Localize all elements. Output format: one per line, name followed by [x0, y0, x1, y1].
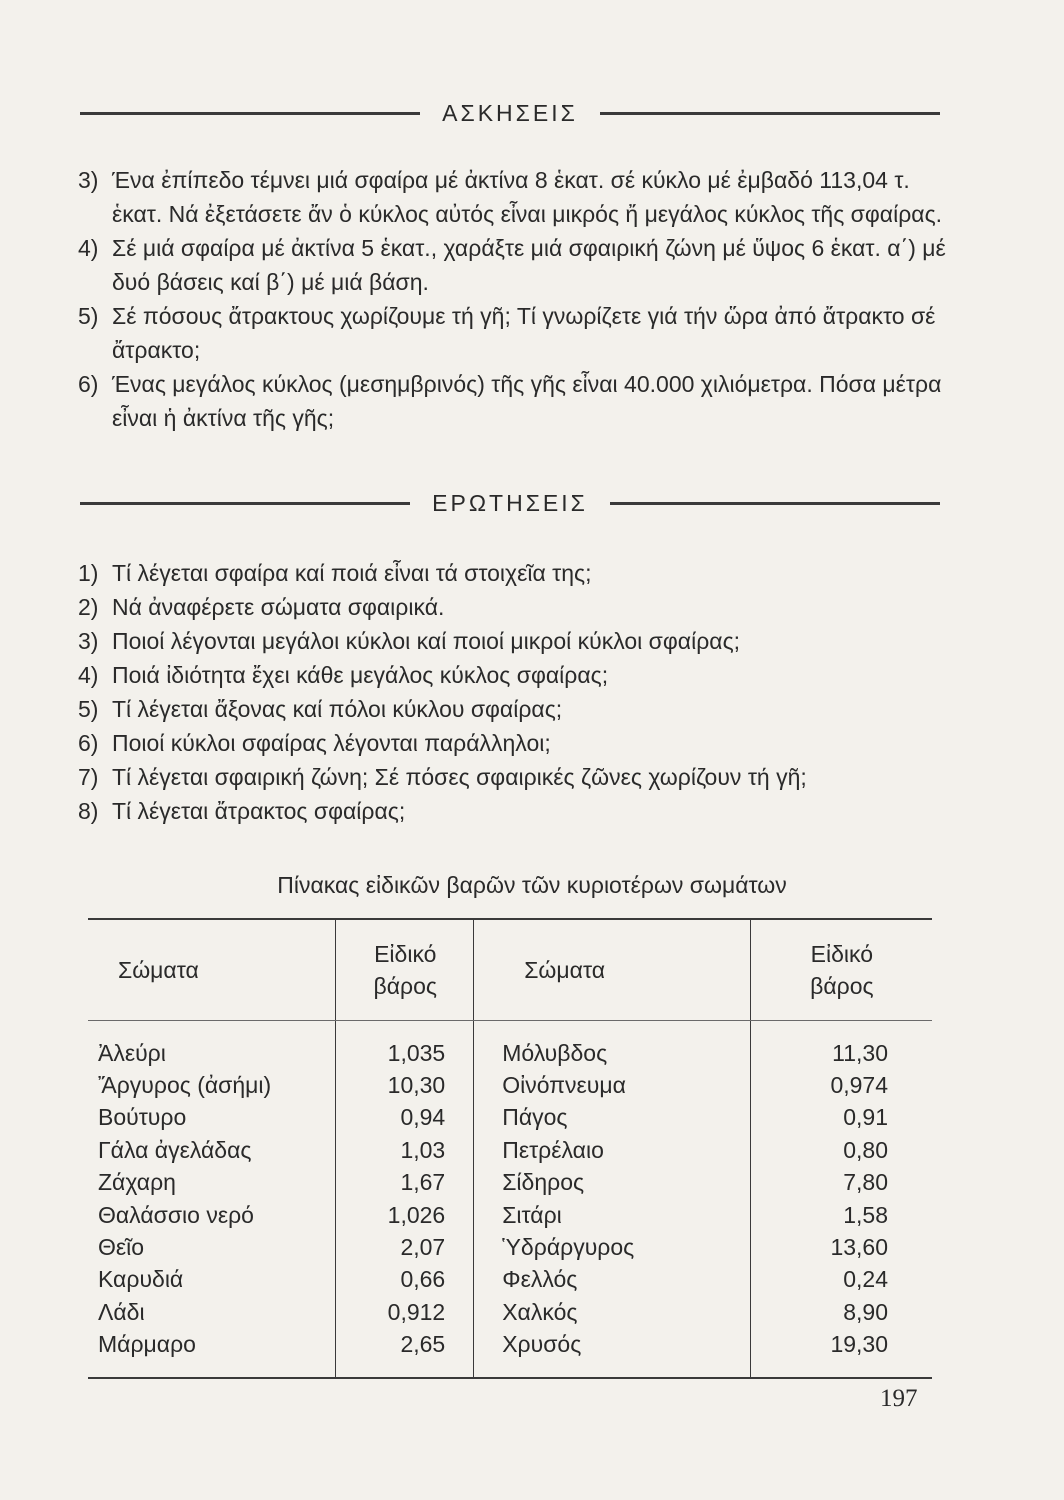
item-text: Τί λέγεται ἄξονας καί πόλοι κύκλου σφαίρας;	[112, 696, 563, 722]
item-text: Ποιά ἰδιότητα ἔχει κάθε μεγάλος κύκλος σφαίρας;	[112, 662, 609, 688]
exercise-item	[78, 231, 958, 299]
table-caption: Πίνακας εἰδικῶν βαρῶν τῶν κυριοτέρων σωμάτων	[277, 872, 787, 898]
body-name-left: Βούτυρο	[88, 1102, 336, 1134]
body-name-right: Φελλός	[474, 1264, 751, 1296]
question-item	[78, 760, 958, 794]
question-item	[78, 590, 958, 624]
heading-rule-right	[600, 112, 940, 115]
item-number: 4)	[78, 662, 99, 688]
item-text: Ένας μεγάλος κύκλος (μεσημβρινός) τῆς γῆς εἶναι 40.000 χιλιόμετρα. Πόσα μέτρα εἶναι ἡ ἀκτίνα τῆς γῆς;	[112, 371, 942, 431]
item-number: 3)	[78, 167, 99, 193]
specific-weights-table	[88, 918, 932, 1379]
body-name-left: Μάρμαρο	[88, 1329, 336, 1378]
table-row	[88, 1296, 932, 1328]
body-name-left: Θαλάσσιο νερό	[88, 1199, 336, 1231]
question-item	[78, 726, 958, 760]
heading-rule-left	[80, 502, 410, 505]
body-weight-left: 0,66	[336, 1264, 474, 1296]
table-header-row	[88, 919, 932, 1021]
exercise-item	[78, 367, 958, 435]
page-number: 197	[880, 1385, 918, 1412]
question-item	[78, 556, 958, 590]
item-text: Τί λέγεται ἄτρακτος σφαίρας;	[112, 798, 406, 824]
question-item	[78, 794, 958, 828]
body-name-left: Λάδι	[88, 1296, 336, 1328]
item-text: Σέ πόσους ἄτρακτους χωρίζουμε τή γῆ; Τί γνωρίζετε γιά τήν ὥρα ἀπό ἄτρακτο σέ ἄτρακτο;	[112, 303, 936, 363]
heading-rule-left	[80, 112, 420, 115]
body-name-left: Καρυδιά	[88, 1264, 336, 1296]
item-text: Νά ἀναφέρετε σώματα σφαιρικά.	[112, 594, 445, 620]
body-weight-left: 2,65	[336, 1329, 474, 1378]
table-row	[88, 1167, 932, 1199]
item-number: 8)	[78, 798, 99, 824]
body-weight-right: 8,90	[843, 1298, 888, 1325]
item-number: 2)	[78, 594, 99, 620]
exercises-list	[78, 163, 958, 435]
exercises-title: ΑΣΚΗΣΕΙΣ	[442, 100, 578, 126]
header-weight-line2: βάρος	[810, 973, 874, 999]
body-name-left: Ἀλεύρι	[88, 1021, 336, 1070]
question-item	[78, 658, 958, 692]
body-name-right: Χρυσός	[474, 1329, 751, 1378]
body-weight-left: 1,026	[336, 1199, 474, 1231]
heading-rule-right	[610, 502, 940, 505]
body-name-right: Σίδηρος	[474, 1167, 751, 1199]
item-number: 4)	[78, 235, 99, 261]
body-weight-left: 2,07	[336, 1231, 474, 1263]
body-weight-left: 1,03	[336, 1134, 474, 1166]
body-weight-right: 0,80	[843, 1136, 888, 1163]
body-weight-right: 7,80	[843, 1169, 888, 1196]
questions-heading	[80, 490, 940, 517]
header-weight-line1: Εἰδικό	[374, 941, 437, 967]
item-text: Τί λέγεται σφαιρική ζώνη; Σέ πόσες σφαιρικές ζῶνες χωρίζουν τή γῆ;	[112, 764, 807, 790]
table-row	[88, 1021, 932, 1070]
question-item	[78, 624, 958, 658]
table-row	[88, 1102, 932, 1134]
item-number: 5)	[78, 303, 99, 329]
body-weight-left: 1,67	[336, 1167, 474, 1199]
table-row	[88, 1199, 932, 1231]
header-bodies-right: Σώματα	[474, 919, 751, 1021]
body-name-right: Ὑδράργυρος	[474, 1231, 751, 1263]
item-text: Τί λέγεται σφαίρα καί ποιά εἶναι τά στοιχεῖα της;	[112, 560, 592, 586]
header-weight-line1: Εἰδικό	[810, 941, 874, 967]
question-item	[78, 692, 958, 726]
body-weight-right: 11,30	[832, 1039, 888, 1066]
body-name-right: Πετρέλαιο	[474, 1134, 751, 1166]
body-weight-left: 0,912	[336, 1296, 474, 1328]
body-weight-right: 0,24	[843, 1266, 888, 1293]
table-row	[88, 1329, 932, 1378]
body-name-right: Σιτάρι	[474, 1199, 751, 1231]
table-row	[88, 1069, 932, 1101]
body-weight-left: 1,035	[336, 1021, 474, 1070]
item-number: 3)	[78, 628, 99, 654]
body-weight-right: 0,91	[843, 1104, 888, 1131]
item-text: Ποιοί λέγονται μεγάλοι κύκλοι καί ποιοί μικροί κύκλοι σφαίρας;	[112, 628, 741, 654]
item-number: 5)	[78, 696, 99, 722]
body-name-right: Μόλυβδος	[474, 1021, 751, 1070]
exercises-heading	[80, 100, 940, 127]
body-name-left: Θεῖο	[88, 1231, 336, 1263]
table-row	[88, 1134, 932, 1166]
body-name-left: Γάλα ἀγελάδας	[88, 1134, 336, 1166]
item-text: Ένα ἐπίπεδο τέμνει μιά σφαίρα μέ ἀκτίνα 8 ἑκατ. σέ κύκλο μέ ἐμβαδό 113,04 τ. ἑκατ. Νά ἐξετάσετε ἄν ὁ κύκλος αὐτός εἶναι μικρός ἤ μεγάλος κύκλος τῆς σφαίρας.	[112, 167, 943, 227]
body-name-right: Πάγος	[474, 1102, 751, 1134]
header-bodies-left: Σώματα	[88, 919, 336, 1021]
body-weight-right: 19,30	[750, 1329, 932, 1378]
body-weight-right: 13,60	[830, 1234, 888, 1261]
item-number: 7)	[78, 764, 99, 790]
table-row	[88, 1231, 932, 1263]
item-number: 6)	[78, 371, 99, 397]
item-number: 1)	[78, 560, 99, 586]
body-name-right: Οἰνόπνευμα	[474, 1069, 751, 1101]
questions-title: ΕΡΩΤΗΣΕΙΣ	[432, 490, 588, 516]
exercise-item	[78, 163, 958, 231]
body-name-left: Ἄργυρος (ἀσήμι)	[88, 1069, 336, 1101]
item-number: 6)	[78, 730, 99, 756]
questions-list	[78, 556, 958, 828]
table-row	[88, 1264, 932, 1296]
body-name-right: Χαλκός	[474, 1296, 751, 1328]
exercise-item	[78, 299, 958, 367]
body-name-left: Ζάχαρη	[88, 1167, 336, 1199]
body-weight-right: 1,58	[843, 1201, 888, 1228]
header-weight-right	[750, 919, 932, 1021]
body-weight-left: 0,94	[336, 1102, 474, 1134]
item-text: Σέ μιά σφαίρα μέ ἀκτίνα 5 ἑκατ., χαράξτε μιά σφαιρική ζώνη μέ ὕψος 6 ἑκατ. α΄) μέ δυό βάσεις καί β΄) μέ μιά βάση.	[112, 235, 946, 295]
header-weight-line2: βάρος	[373, 973, 438, 999]
body-weight-right: 0,974	[830, 1072, 888, 1099]
header-weight-left	[336, 919, 474, 1021]
body-weight-left: 10,30	[336, 1069, 474, 1101]
item-text: Ποιοί κύκλοι σφαίρας λέγονται παράλληλοι;	[112, 730, 551, 756]
